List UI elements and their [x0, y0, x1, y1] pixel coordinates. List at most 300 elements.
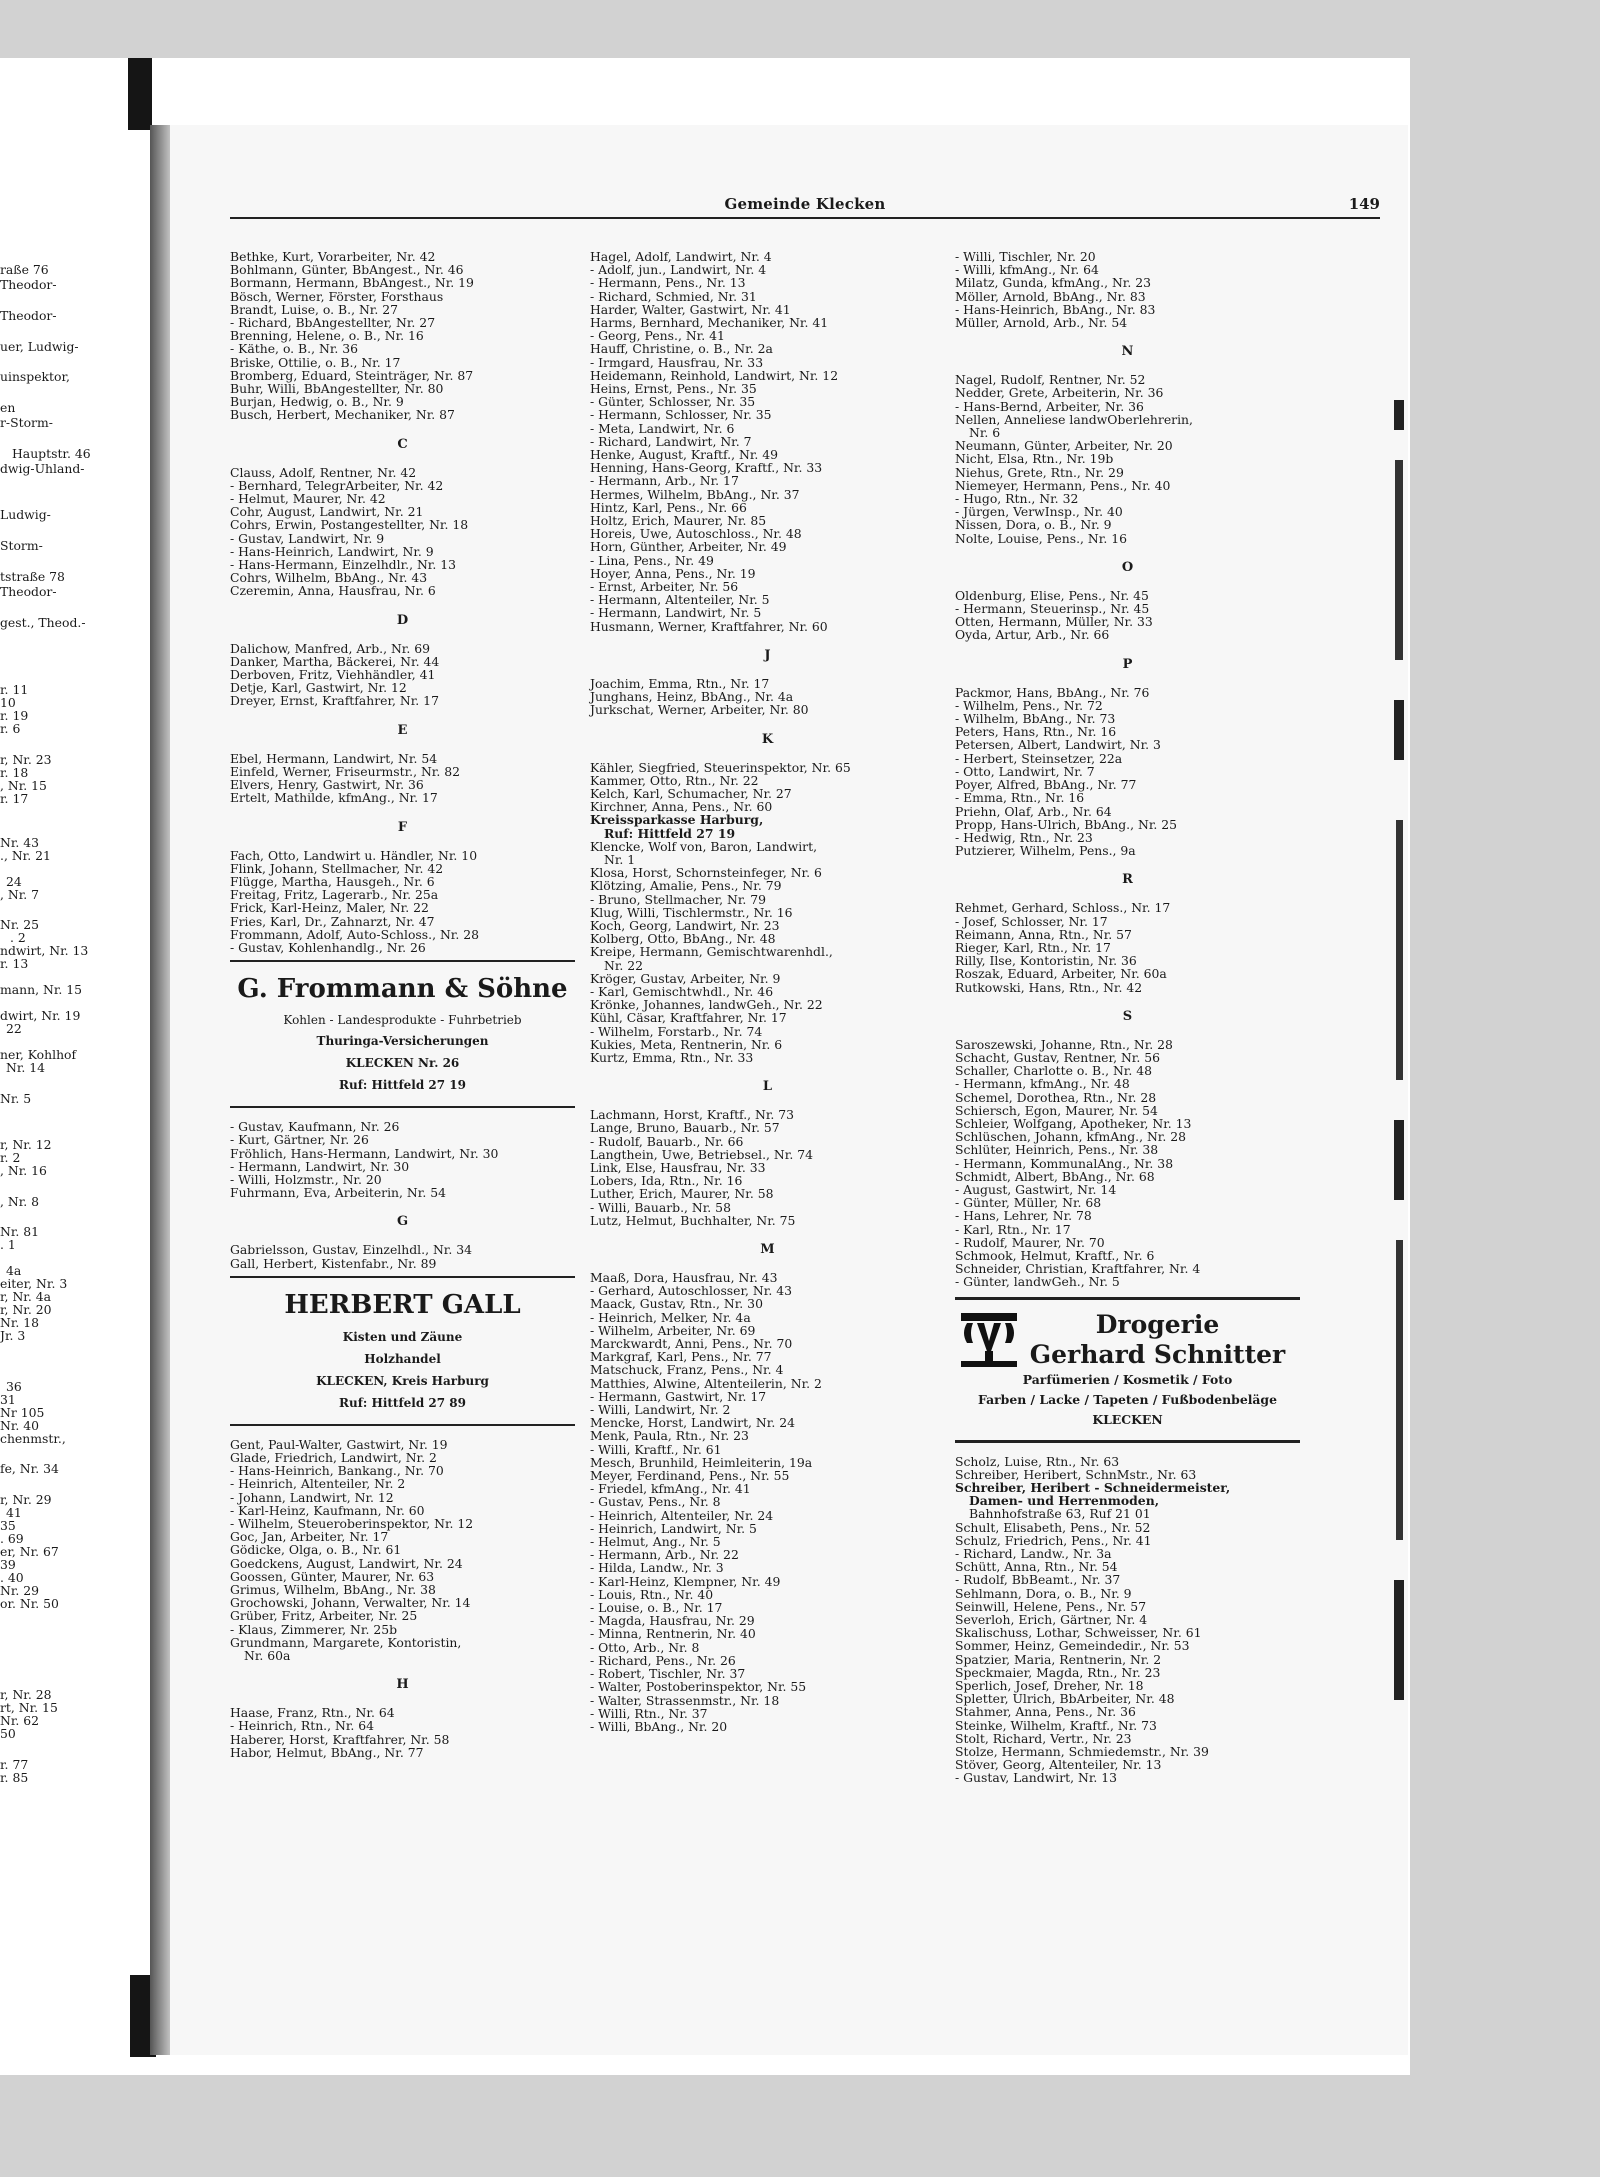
left-page-fragment: r. 17 [0, 791, 29, 806]
directory-entry: Elvers, Henry, Gastwirt, Nr. 36 [230, 777, 424, 793]
left-page-fragment: r, Nr. 23 [0, 752, 52, 767]
letter-heading-r: R [1122, 872, 1133, 888]
ad-frommann-name: G. Frommann & Söhne [237, 974, 568, 1005]
directory-entry: Horeis, Uwe, Autoschloss., Nr. 48 [590, 526, 802, 542]
directory-entry: Spletter, Ulrich, BbArbeiter, Nr. 48 [955, 1691, 1175, 1707]
directory-entry: Link, Else, Hausfrau, Nr. 33 [590, 1159, 766, 1175]
directory-entry: - Willi, Kraftf., Nr. 61 [590, 1441, 722, 1457]
left-page-fragment: Nr. 25 [0, 917, 40, 932]
directory-entry: Ebel, Hermann, Landwirt, Nr. 54 [230, 750, 438, 766]
directory-entry: - Hermann, Steuerinsp., Nr. 45 [955, 601, 1150, 617]
directory-entry: Heidemann, Reinhold, Landwirt, Nr. 12 [590, 367, 839, 383]
directory-entry: Bethke, Kurt, Vorarbeiter, Nr. 42 [230, 249, 436, 264]
directory-entry: - Friedel, kfmAng., Nr. 41 [590, 1481, 751, 1497]
directory-entry: Junghans, Heinz, BbAng., Nr. 4a [590, 689, 794, 705]
directory-entry: - Wilhelm, Steueroberinspektor, Nr. 12 [230, 1515, 474, 1531]
directory-entry: Schemel, Dorothea, Rtn., Nr. 28 [955, 1089, 1157, 1105]
directory-entry: - Richard, Landwirt, Nr. 7 [590, 433, 752, 449]
directory-entry: Kolberg, Otto, BbAng., Nr. 48 [590, 931, 776, 947]
directory-entry: Lange, Bruno, Bauarb., Nr. 57 [590, 1120, 780, 1136]
left-page-fragment: Ludwig- [0, 507, 51, 522]
directory-entry: Nagel, Rudolf, Rentner, Nr. 52 [955, 372, 1146, 388]
directory-entry: Detje, Karl, Gastwirt, Nr. 12 [230, 680, 407, 696]
directory-entry: Schütt, Anna, Rtn., Nr. 54 [955, 1559, 1118, 1575]
left-page-fragment: , Nr. 7 [0, 887, 40, 902]
directory-entry: Steinke, Wilhelm, Kraftf., Nr. 73 [955, 1717, 1157, 1733]
left-page-fragment: r. 11 [0, 682, 29, 697]
entries-s [955, 1038, 1300, 1289]
ad-frommann-line4: Ruf: Hittfeld 27 19 [339, 1078, 466, 1093]
left-page-fragment: r. 13 [0, 956, 29, 971]
directory-entry: Roszak, Eduard, Arbeiter, Nr. 60a [955, 966, 1167, 982]
letter-heading-p: P [1122, 656, 1133, 672]
directory-entry: Cohr, August, Landwirt, Nr. 21 [230, 504, 424, 520]
directory-entry: Buhr, Willi, BbAngestellter, Nr. 80 [230, 381, 444, 397]
left-page-fragment: Nr 105 [0, 1405, 45, 1420]
directory-entry: - Meta, Landwirt, Nr. 6 [590, 420, 735, 436]
directory-entry: Heins, Ernst, Pens., Nr. 35 [590, 381, 757, 397]
directory-entry: Kelch, Karl, Schumacher, Nr. 27 [590, 785, 792, 801]
directory-entry: Fröhlich, Hans-Hermann, Landwirt, Nr. 30 [230, 1145, 499, 1161]
directory-entry: Lutz, Helmut, Buchhalter, Nr. 75 [590, 1212, 796, 1228]
left-page-fragment: ndwirt, Nr. 13 [0, 943, 89, 958]
directory-entry: Habor, Helmut, BbAng., Nr. 77 [230, 1744, 424, 1760]
left-page-fragment: , Nr. 15 [0, 778, 47, 793]
directory-entry: - Willi, Rtn., Nr. 37 [590, 1705, 708, 1721]
directory-entry: Grimus, Wilhelm, BbAng., Nr. 38 [230, 1581, 436, 1597]
directory-entry: Gabrielsson, Gustav, Einzelhdl., Nr. 34 [230, 1242, 472, 1258]
directory-entry: Holtz, Erich, Maurer, Nr. 85 [590, 513, 767, 529]
directory-entry: Bromberg, Eduard, Steinträger, Nr. 87 [230, 367, 474, 383]
directory-entry: Schacht, Gustav, Rentner, Nr. 56 [955, 1049, 1160, 1065]
directory-entry: Langthein, Uwe, Betriebsel., Nr. 74 [590, 1146, 813, 1162]
directory-entry: Harder, Walter, Gastwirt, Nr. 41 [590, 301, 791, 317]
left-page-fragment: r. 77 [0, 1757, 29, 1772]
left-page-fragment: r. 2 [0, 1150, 21, 1165]
left-page-fragment: Hauptstr. 46 [12, 446, 91, 461]
directory-entry: Goossen, Günter, Maurer, Nr. 63 [230, 1568, 435, 1584]
directory-entry: Einfeld, Werner, Friseurmstr., Nr. 82 [230, 763, 460, 779]
left-page-fragment: Jr. 3 [0, 1328, 26, 1343]
entries-n [955, 373, 1300, 545]
ad-drogerie-line1: Drogerie [1095, 1309, 1220, 1339]
directory-entry: Czeremin, Anna, Hausfrau, Nr. 6 [230, 583, 436, 599]
entries-k-continued [590, 840, 945, 1064]
left-page-fragment: ., Nr. 21 [0, 848, 51, 863]
directory-entry: - Lina, Pens., Nr. 49 [590, 552, 714, 568]
directory-entry: - Willi, kfmAng., Nr. 64 [955, 262, 1099, 278]
directory-entry: Schlüschen, Johann, kfmAng., Nr. 28 [955, 1129, 1187, 1145]
entries-l [590, 1108, 945, 1227]
left-page-fragment: rt, Nr. 15 [0, 1700, 58, 1715]
directory-entry: Peters, Hans, Rtn., Nr. 16 [955, 724, 1117, 740]
directory-entry: Rieger, Karl, Rtn., Nr. 17 [955, 939, 1111, 955]
directory-entry: - Rudolf, BbBeamt., Nr. 37 [955, 1572, 1121, 1588]
column-1 [230, 250, 575, 1759]
directory-entry: Derboven, Fritz, Viehhändler, 41 [230, 667, 436, 683]
directory-entry: Schulz, Friedrich, Pens., Nr. 41 [955, 1532, 1152, 1548]
directory-entry: - Karl-Heinz, Klempner, Nr. 49 [590, 1573, 781, 1589]
directory-entry: - Rudolf, Maurer, Nr. 70 [955, 1234, 1105, 1250]
left-page-fragment: r, Nr. 12 [0, 1137, 52, 1152]
directory-entry: Fries, Karl, Dr., Zahnarzt, Nr. 47 [230, 913, 435, 929]
directory-entry: Nr. 6 [969, 425, 1001, 441]
entry-schreiber-bold-2: Damen- und Herrenmoden, [969, 1493, 1160, 1509]
ad-gall-line3: KLECKEN, Kreis Harburg [316, 1373, 489, 1388]
directory-entry: - Richard, Landw., Nr. 3a [955, 1546, 1112, 1562]
directory-entry: Haase, Franz, Rtn., Nr. 64 [230, 1705, 395, 1721]
directory-entry: - Hans-Hermann, Einzelhdlr., Nr. 13 [230, 557, 456, 573]
directory-entry: Stöver, Georg, Altenteiler, Nr. 13 [955, 1757, 1162, 1773]
page-title: Gemeinde Klecken [724, 195, 886, 213]
directory-entry: Schmook, Helmut, Kraftf., Nr. 6 [955, 1247, 1155, 1263]
directory-entry: Grundmann, Margarete, Kontoristin, [230, 1634, 462, 1650]
left-page-fragment: r. 18 [0, 765, 29, 780]
directory-entry: Kreipe, Hermann, Gemischtwarenhdl., [590, 944, 833, 960]
directory-entry: Oyda, Artur, Arb., Nr. 66 [955, 627, 1110, 643]
directory-entry: Danker, Martha, Bäckerei, Nr. 44 [230, 653, 440, 669]
entries-f-continued [230, 1120, 575, 1199]
directory-entry: Rutkowski, Hans, Rtn., Nr. 42 [955, 979, 1143, 995]
directory-entry: Henke, August, Kraftf., Nr. 49 [590, 447, 779, 463]
directory-entry: Ertelt, Mathilde, kfmAng., Nr. 17 [230, 790, 438, 806]
directory-entry: Cohrs, Erwin, Postangestellter, Nr. 18 [230, 517, 469, 533]
directory-entry: - Richard, BbAngestellter, Nr. 27 [230, 315, 436, 331]
directory-entry: - Willi, Bauarb., Nr. 58 [590, 1199, 731, 1215]
directory-entry: Hintz, Karl, Pens., Nr. 66 [590, 499, 747, 515]
directory-entry: Brandt, Luise, o. B., Nr. 27 [230, 301, 399, 317]
directory-entry: Schneider, Christian, Kraftfahrer, Nr. 4 [955, 1261, 1201, 1277]
directory-entry: - Gustav, Landwirt, Nr. 13 [955, 1770, 1118, 1786]
left-page-fragment: r. 6 [0, 721, 21, 736]
page-edge-text-strip [1392, 400, 1410, 1720]
directory-entry: Jurkschat, Werner, Arbeiter, Nr. 80 [590, 702, 809, 718]
directory-entry: - Hedwig, Rtn., Nr. 23 [955, 829, 1093, 845]
directory-entry: Harms, Bernhard, Mechaniker, Nr. 41 [590, 315, 829, 331]
directory-entry: - Hermann, Landwirt, Nr. 30 [230, 1158, 410, 1174]
directory-entry: Fach, Otto, Landwirt u. Händler, Nr. 10 [230, 847, 478, 863]
page-number: 149 [1348, 195, 1380, 213]
directory-entry: Flink, Johann, Stellmacher, Nr. 42 [230, 860, 444, 876]
left-page-fragment: chenmstr., [0, 1431, 66, 1446]
directory-entry: Klug, Willi, Tischlermstr., Nr. 16 [590, 904, 793, 920]
ad-gall-name: HERBERT GALL [284, 1289, 521, 1320]
letter-heading-g: G [396, 1214, 409, 1230]
advertisement-gall [230, 1276, 575, 1426]
left-page-fragment: Nr. 29 [0, 1583, 40, 1598]
directory-entry: Lachmann, Horst, Kraftf., Nr. 73 [590, 1107, 795, 1123]
left-page-fragment: r, Nr. 29 [0, 1492, 52, 1507]
left-page-fragment: 31 [0, 1392, 16, 1407]
directory-entry: Fuhrmann, Eva, Arbeiterin, Nr. 54 [230, 1185, 446, 1201]
directory-entry: Möller, Arnold, BbAng., Nr. 83 [955, 288, 1146, 304]
directory-entry: Kammer, Otto, Rtn., Nr. 22 [590, 772, 759, 788]
directory-entry: Kähler, Siegfried, Steuerinspektor, Nr. 65 [590, 759, 851, 775]
left-page-fragment: Theodor- [0, 584, 57, 599]
letter-heading-o: O [1121, 559, 1134, 575]
directory-entry: Nellen, Anneliese landwOberlehrerin, [955, 411, 1193, 427]
directory-entry: - Johann, Landwirt, Nr. 12 [230, 1489, 394, 1505]
directory-entry: Poyer, Alfred, BbAng., Nr. 77 [955, 777, 1137, 793]
directory-entry: Scholz, Luise, Rtn., Nr. 63 [955, 1453, 1120, 1469]
directory-entry: Frommann, Adolf, Auto-Schloss., Nr. 28 [230, 926, 479, 942]
directory-entry: Krönke, Johannes, landwGeh., Nr. 22 [590, 997, 823, 1013]
directory-entry: Nedder, Grete, Arbeiterin, Nr. 36 [955, 385, 1164, 401]
directory-entry: - Otto, Landwirt, Nr. 7 [955, 763, 1095, 779]
ad-drogerie-line2: Gerhard Schnitter [1029, 1339, 1286, 1369]
directory-entry: Menk, Paula, Rtn., Nr. 23 [590, 1428, 749, 1444]
directory-entry: - Hans-Bernd, Arbeiter, Nr. 36 [955, 398, 1144, 414]
directory-entry: - Josef, Schlosser, Nr. 17 [955, 913, 1108, 929]
directory-entry: Kukies, Meta, Rentnerin, Nr. 6 [590, 1036, 783, 1052]
entry-schreiber-address: Bahnhofstraße 63, Ruf 21 01 [969, 1506, 1151, 1522]
entries-c [230, 466, 575, 598]
left-page-fragment: 10 [0, 695, 16, 710]
directory-entry: - Willi, BbAng., Nr. 20 [590, 1718, 728, 1734]
letter-heading-j: J [764, 647, 771, 663]
entries-r [955, 901, 1300, 993]
directory-entry: Sehlmann, Dora, o. B., Nr. 9 [955, 1585, 1132, 1601]
scanner-background-top [0, 0, 1600, 58]
directory-entry: Klencke, Wolf von, Baron, Landwirt, [590, 838, 818, 854]
directory-entry: - Günter, Schlosser, Nr. 35 [590, 394, 756, 410]
directory-entry: Oldenburg, Elise, Pens., Nr. 45 [955, 587, 1149, 603]
left-page-fragment: , Nr. 8 [0, 1194, 40, 1209]
directory-entry: - Herbert, Steinsetzer, 22a [955, 750, 1123, 766]
directory-entry: Schlüter, Heinrich, Pens., Nr. 38 [955, 1142, 1159, 1158]
entry-kreissparkasse-phone: Ruf: Hittfeld 27 19 [604, 825, 736, 841]
directory-entry: - Käthe, o. B., Nr. 36 [230, 341, 359, 357]
directory-entry: Schleier, Wolfgang, Apotheker, Nr. 13 [955, 1115, 1192, 1131]
left-page-fragment: r. 19 [0, 708, 29, 723]
left-page-fragment: Theodor- [0, 277, 57, 292]
letter-heading-f: F [397, 819, 408, 835]
directory-entry: - Heinrich, Landwirt, Nr. 5 [590, 1520, 757, 1536]
directory-entry: Nissen, Dora, o. B., Nr. 9 [955, 517, 1112, 533]
column-2 [590, 250, 945, 1733]
directory-entry: Hermes, Wilhelm, BbAng., Nr. 37 [590, 486, 800, 502]
directory-entry: - Günter, landwGeh., Nr. 5 [955, 1274, 1120, 1290]
left-page-fragment: Nr. 40 [0, 1418, 40, 1433]
advertisement-drogerie [955, 1297, 1300, 1443]
entries-h-continued [590, 250, 945, 633]
directory-entry: - Adolf, jun., Landwirt, Nr. 4 [590, 262, 767, 278]
left-page-fragment: Nr. 5 [0, 1091, 32, 1106]
directory-entry: Haberer, Horst, Kraftfahrer, Nr. 58 [230, 1731, 450, 1747]
directory-entry: Kröger, Gustav, Arbeiter, Nr. 9 [590, 970, 781, 986]
directory-entry: Cohrs, Wilhelm, BbAng., Nr. 43 [230, 570, 428, 586]
left-page-fragment: 22 [6, 1021, 22, 1036]
directory-entry: - Hilda, Landw., Nr. 3 [590, 1560, 724, 1576]
entries-m [590, 1271, 945, 1733]
left-page-fragment: Nr. 18 [0, 1315, 40, 1330]
directory-entry: - Louise, o. B., Nr. 17 [590, 1600, 723, 1616]
directory-entry: Frick, Karl-Heinz, Maler, Nr. 22 [230, 900, 429, 916]
directory-entry: Schiersch, Egon, Maurer, Nr. 54 [955, 1102, 1158, 1118]
directory-entry: Speckmaier, Magda, Rtn., Nr. 23 [955, 1664, 1161, 1680]
directory-entry: Bormann, Hermann, BbAngest., Nr. 19 [230, 275, 474, 291]
directory-page [170, 125, 1408, 2055]
directory-entry: Freitag, Fritz, Lagerarb., Nr. 25a [230, 887, 439, 903]
directory-entry: Brenning, Helene, o. B., Nr. 16 [230, 328, 424, 344]
directory-entry: Marckwardt, Anni, Pens., Nr. 70 [590, 1336, 793, 1352]
drogerie-logo-icon [959, 1311, 1019, 1369]
left-page-fragment: 24 [6, 874, 22, 889]
directory-entry: Nolte, Louise, Pens., Nr. 16 [955, 530, 1127, 546]
directory-entry: Bohlmann, Günter, BbAngest., Nr. 46 [230, 262, 464, 278]
directory-entry: Stolt, Richard, Vertr., Nr. 23 [955, 1730, 1132, 1746]
directory-entry: Reimann, Anna, Rtn., Nr. 57 [955, 926, 1132, 942]
ad-drogerie-line4: Farben / Lacke / Tapeten / Fußbodenbeläge [978, 1391, 1277, 1407]
left-page-fragment: Nr. 14 [6, 1060, 46, 1075]
directory-entry: Hoyer, Anna, Pens., Nr. 19 [590, 565, 756, 581]
entries-j [590, 677, 945, 717]
scanner-background-right [1410, 58, 1600, 2075]
directory-entry: - Magda, Hausfrau, Nr. 29 [590, 1613, 755, 1629]
directory-entry: - August, Gastwirt, Nr. 14 [955, 1181, 1117, 1197]
directory-entry: - Klaus, Zimmerer, Nr. 25b [230, 1621, 398, 1637]
book-binding-top [128, 58, 152, 130]
directory-entry: - Bernhard, TelegrArbeiter, Nr. 42 [230, 477, 444, 493]
directory-entry: - Helmut, Ang., Nr. 5 [590, 1534, 721, 1550]
directory-entry: Seinwill, Helene, Pens., Nr. 57 [955, 1598, 1147, 1614]
directory-entry: - Hans-Heinrich, Bankang., Nr. 70 [230, 1463, 444, 1479]
entries-d [230, 642, 575, 708]
advertisement-frommann [230, 960, 575, 1108]
left-page-fragment: uer, Ludwig- [0, 339, 79, 354]
entries-p [955, 686, 1300, 858]
directory-entry: - Helmut, Maurer, Nr. 42 [230, 491, 386, 507]
directory-entry: Neumann, Günter, Arbeiter, Nr. 20 [955, 438, 1173, 454]
directory-entry: Markgraf, Karl, Pens., Nr. 77 [590, 1349, 772, 1365]
directory-entry: - Georg, Pens., Nr. 41 [590, 328, 725, 344]
letter-heading-h: H [396, 1677, 409, 1693]
directory-entry: Müller, Arnold, Arb., Nr. 54 [955, 315, 1128, 331]
left-page-fragment: or. Nr. 50 [0, 1596, 59, 1611]
entry-kreissparkasse: Kreissparkasse Harburg, [590, 812, 764, 828]
directory-entry: - Hermann, kfmAng., Nr. 48 [955, 1076, 1130, 1092]
ad-gall-line4: Ruf: Hittfeld 27 89 [339, 1395, 466, 1410]
directory-entry: Husmann, Werner, Kraftfahrer, Nr. 60 [590, 618, 828, 634]
left-page-fragment: r, Nr. 20 [0, 1302, 52, 1317]
directory-entry: - Heinrich, Altenteiler, Nr. 24 [590, 1507, 774, 1523]
directory-entry: Busch, Herbert, Mechaniker, Nr. 87 [230, 407, 455, 423]
directory-entry: Spatzier, Maria, Rentnerin, Nr. 2 [955, 1651, 1162, 1667]
directory-entry: - Hermann, Schlosser, Nr. 35 [590, 407, 772, 423]
left-page-fragment: 50 [0, 1726, 16, 1741]
directory-entry: Dreyer, Ernst, Kraftfahrer, Nr. 17 [230, 693, 439, 709]
left-page-fragment: Nr. 43 [0, 835, 40, 850]
ad-drogerie-line3: Parfümerien / Kosmetik / Foto [1022, 1371, 1233, 1387]
directory-entry: Rehmet, Gerhard, Schloss., Nr. 17 [955, 900, 1171, 916]
directory-entry: Otten, Hermann, Müller, Nr. 33 [955, 614, 1153, 630]
directory-entry: Nr. 22 [604, 957, 644, 973]
directory-entry: - Heinrich, Altenteiler, Nr. 2 [230, 1476, 406, 1492]
ad-frommann-line2: Thuringa-Versicherungen [316, 1034, 489, 1049]
directory-entry: - Richard, Schmied, Nr. 31 [590, 288, 757, 304]
entries-b [230, 250, 575, 422]
directory-entry: - Wilhelm, Pens., Nr. 72 [955, 697, 1103, 713]
directory-entry: Burjan, Hedwig, o. B., Nr. 9 [230, 394, 404, 410]
directory-entry: Sommer, Heinz, Gemeindedir., Nr. 53 [955, 1638, 1190, 1654]
entry-schreiber-bold: Schreiber, Heribert - Schneidermeister, [955, 1480, 1231, 1495]
directory-entry: Nr. 1 [604, 851, 636, 867]
left-page-fragment: dwig-Uhland- [0, 461, 85, 476]
entries-g [230, 1243, 575, 1269]
entries-f [230, 849, 575, 955]
directory-entry: Koch, Georg, Landwirt, Nr. 23 [590, 917, 780, 933]
left-page-fragment: 35 [0, 1518, 16, 1533]
left-page-fragment: 39 [0, 1557, 16, 1572]
entries-m-continued [955, 250, 1300, 329]
directory-entry: Hagel, Adolf, Landwirt, Nr. 4 [590, 249, 772, 264]
directory-entry: Mencke, Horst, Landwirt, Nr. 24 [590, 1415, 795, 1431]
directory-entry: Schaller, Charlotte o. B., Nr. 48 [955, 1063, 1153, 1079]
left-page-fragment: 4a [6, 1263, 22, 1278]
directory-entry: Grochowski, Johann, Verwalter, Nr. 14 [230, 1595, 471, 1611]
directory-entry: - Hermann, KommunalAng., Nr. 38 [955, 1155, 1174, 1171]
left-page-fragment: tstraße 78 [0, 569, 65, 584]
directory-entry: - Gustav, Kaufmann, Nr. 26 [230, 1119, 400, 1135]
directory-entry: Clauss, Adolf, Rentner, Nr. 42 [230, 464, 417, 480]
left-page-fragment: Nr. 62 [0, 1713, 40, 1728]
directory-entry: - Willi, Tischler, Nr. 20 [955, 249, 1096, 264]
directory-entry: Goc, Jan, Arbeiter, Nr. 17 [230, 1529, 389, 1545]
directory-entry: - Richard, Pens., Nr. 26 [590, 1652, 736, 1668]
directory-entry: Schult, Elisabeth, Pens., Nr. 52 [955, 1519, 1151, 1535]
directory-entry: - Walter, Postoberinspektor, Nr. 55 [590, 1679, 807, 1695]
scanner-background-bottom [0, 2075, 1600, 2177]
left-page-fragment: r. 85 [0, 1770, 29, 1785]
directory-entry: - Willi, Landwirt, Nr. 2 [590, 1402, 731, 1418]
left-page-fragment: . 1 [0, 1237, 16, 1252]
directory-entry: Stolze, Hermann, Schmiedemstr., Nr. 39 [955, 1744, 1209, 1760]
ad-frommann-line3: KLECKEN Nr. 26 [345, 1056, 460, 1071]
directory-entry: Niemeyer, Hermann, Pens., Nr. 40 [955, 477, 1171, 493]
directory-entry: - Hans, Lehrer, Nr. 78 [955, 1208, 1092, 1224]
left-page-fragment: . 40 [0, 1570, 24, 1585]
directory-entry: Nr. 60a [244, 1648, 291, 1663]
directory-entry: Dalichow, Manfred, Arb., Nr. 69 [230, 640, 431, 656]
left-page-fragment: fe, Nr. 34 [0, 1461, 59, 1476]
directory-entry: Sperlich, Josef, Dreher, Nr. 18 [955, 1678, 1144, 1694]
book-gutter [150, 125, 172, 2055]
directory-entry: Flügge, Martha, Hausgeh., Nr. 6 [230, 873, 435, 889]
directory-entry: Schmidt, Albert, BbAng., Nr. 68 [955, 1168, 1155, 1184]
left-page-fragment: r, Nr. 28 [0, 1687, 52, 1702]
directory-entry: - Hermann, Gastwirt, Nr. 17 [590, 1388, 767, 1404]
directory-entry: Gödicke, Olga, o. B., Nr. 61 [230, 1542, 402, 1558]
directory-entry: Stahmer, Anna, Pens., Nr. 36 [955, 1704, 1136, 1720]
letter-heading-n: N [1121, 344, 1134, 360]
directory-entry: Nicht, Elsa, Rtn., Nr. 19b [955, 451, 1114, 467]
ad-gall-line2: Holzhandel [364, 1351, 441, 1366]
directory-entry: Lobers, Ida, Rtn., Nr. 16 [590, 1173, 743, 1189]
directory-entry: - Karl-Heinz, Kaufmann, Nr. 60 [230, 1502, 425, 1518]
directory-entry: Matschuck, Franz, Pens., Nr. 4 [590, 1362, 784, 1378]
directory-entry: Skalischuss, Lothar, Schweisser, Nr. 61 [955, 1625, 1202, 1641]
directory-entry: Hauff, Christine, o. B., Nr. 2a [590, 341, 773, 357]
directory-entry: - Wilhelm, Arbeiter, Nr. 69 [590, 1322, 756, 1338]
directory-entry: - Walter, Strassenmstr., Nr. 18 [590, 1692, 780, 1708]
directory-entry: - Karl, Rtn., Nr. 17 [955, 1221, 1071, 1237]
left-page-fragment: . 2 [10, 930, 26, 945]
left-page-fragment: dwirt, Nr. 19 [0, 1008, 81, 1023]
left-page-fragment: er, Nr. 67 [0, 1544, 59, 1559]
directory-entry: Meyer, Ferdinand, Pens., Nr. 55 [590, 1468, 790, 1484]
directory-entry: Petersen, Albert, Landwirt, Nr. 3 [955, 737, 1161, 753]
directory-entry: - Rudolf, Bauarb., Nr. 66 [590, 1133, 744, 1149]
